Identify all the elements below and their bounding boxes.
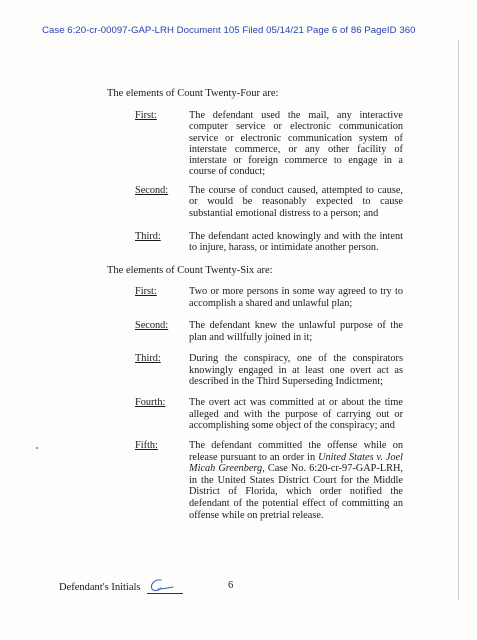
initials-signature-icon (147, 577, 179, 593)
count-24-third-label: Third: (135, 231, 161, 242)
count-26-third-label: Third: (135, 353, 161, 364)
right-margin-line (458, 40, 459, 600)
case-name-italic: United States v. Joel Micah Greenberg (189, 451, 403, 475)
count-24-first-label: First: (135, 110, 157, 121)
count-26-second-text: The defendant knew the unlawful purpose of the plan and willfully joined in it; (189, 320, 403, 343)
count-24-third-text: The defendant acted knowingly and with the intent to injure, harass, or intimidate another person. (189, 231, 403, 254)
fifth-text-before: The defendant committed the offense while on release pursuant to an order in (189, 440, 403, 463)
count-24-second-label: Second: (135, 185, 169, 196)
count-24-second-text: The course of conduct caused, attempted to cause, or would be reasonably expected to cause substantial emotional distress to a person; and (189, 185, 403, 219)
defendant-initials-label: Defendant's Initials (59, 582, 141, 593)
count-26-fifth-label: Fifth: (135, 440, 158, 451)
count-26-fourth-text: The overt act was committed at or about the time alleged and with the purpose of carrying out or accomplishing some object of the conspiracy; and (189, 397, 403, 432)
count-24-intro: The elements of Count Twenty-Four are: (107, 88, 279, 99)
page-number: 6 (228, 580, 234, 591)
count-26-intro: The elements of Count Twenty-Six are: (107, 265, 273, 276)
count-26-first-label: First: (135, 286, 157, 297)
fifth-text-after: , Case No. 6:20-cr-97-GAP-LRH, in the United States District Court for the Middle District of Florida, which order notified the defendant of the potential effect of committing an offense while on pretrial release. (189, 463, 403, 521)
count-26-first-text: Two or more persons in some way agreed to try to accomplish a shared and unlawful plan; (189, 286, 403, 309)
scan-speck (36, 447, 38, 449)
initials-underline (147, 593, 183, 594)
count-26-third-text: During the conspiracy, one of the conspirators knowingly engaged in at least one overt act as described in the Third Superseding Indictment; (189, 353, 403, 388)
count-24-first-text: The defendant used the mail, any interactive computer service or electronic communication service or electronic communication system of interstate commerce, or any other facility of interstate or foreign commerce to engage in a course of conduct; (189, 110, 403, 178)
case-header-stamp: Case 6:20-cr-00097-GAP-LRH Document 105 Filed 05/14/21 Page 6 of 86 PageID 360 (42, 25, 416, 36)
count-26-second-label: Second: (135, 320, 169, 331)
count-26-fifth-text (189, 440, 403, 521)
count-26-fourth-label: Fourth: (135, 397, 166, 408)
